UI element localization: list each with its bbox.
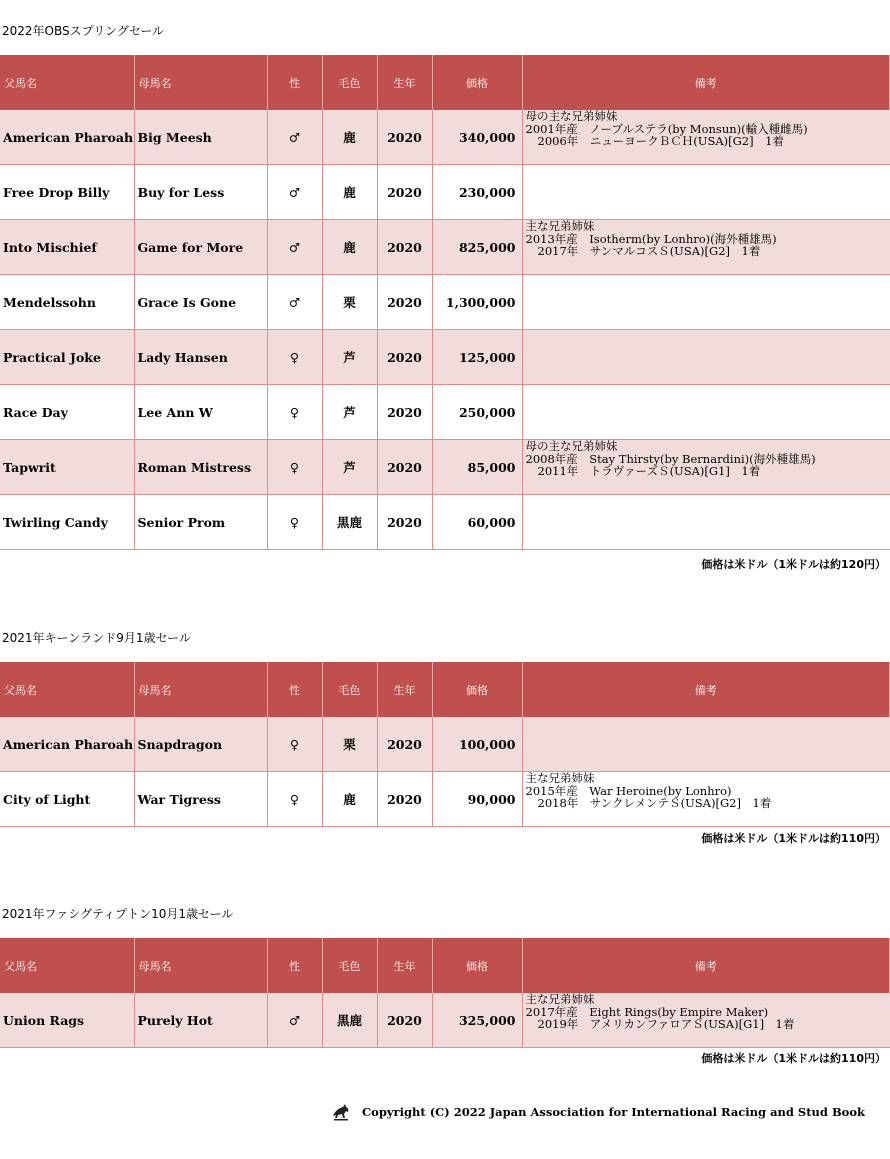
table-row	[0, 495, 890, 550]
sex-cell: ♀	[267, 717, 322, 772]
price-cell: 340,000	[432, 110, 522, 165]
table-header	[0, 938, 890, 993]
sire-cell: Free Drop Billy	[0, 165, 134, 220]
sire-cell: Union Rags	[0, 993, 134, 1048]
notes-cell	[522, 385, 890, 440]
note-line: 主な兄弟姉妹	[525, 992, 595, 1006]
sale-table	[0, 55, 890, 550]
table-row	[0, 440, 890, 495]
coat-color-cell: 芦	[322, 330, 377, 385]
sex-cell: ♀	[267, 330, 322, 385]
note-line: 主な兄弟姉妹	[525, 771, 595, 785]
header-price: 価格	[432, 662, 522, 717]
dam-cell: War Tigress	[134, 772, 267, 827]
price-cell: 825,000	[432, 220, 522, 275]
dam-cell: Grace Is Gone	[134, 275, 267, 330]
note-line: 2008年産 Stay Thirsty(by Bernardini)(海外種雄馬)	[525, 451, 816, 466]
section-title: 2021年ファシグティプトン10月1歳セール	[2, 907, 234, 921]
sale-table	[0, 938, 890, 1048]
sire-cell: Practical Joke	[0, 330, 134, 385]
header-sire: 父馬名	[0, 55, 134, 110]
header-sex: 性	[267, 938, 322, 993]
table-row	[0, 330, 890, 385]
sire-cell: Mendelssohn	[0, 275, 134, 330]
table-header	[0, 662, 890, 717]
header-sex: 性	[267, 662, 322, 717]
coat-color-cell: 芦	[322, 440, 377, 495]
dam-cell: Senior Prom	[134, 495, 267, 550]
header-color: 毛色	[322, 55, 377, 110]
sex-cell: ♂	[267, 165, 322, 220]
coat-color-cell: 鹿	[322, 165, 377, 220]
birth-year-cell: 2020	[377, 717, 432, 772]
header-price: 価格	[432, 55, 522, 110]
coat-color-cell: 栗	[322, 717, 377, 772]
note-line: 母の主な兄弟姉妹	[525, 439, 618, 453]
table-row	[0, 220, 890, 275]
note-line: 2017年産 Eight Rings(by Empire Maker)	[525, 1004, 769, 1019]
header-price: 価格	[432, 938, 522, 993]
sire-cell: Into Mischief	[0, 220, 134, 275]
note-line: 2019年 アメリカンファロアＳ(USA)[G1] 1着	[537, 1017, 795, 1031]
birth-year-cell: 2020	[377, 110, 432, 165]
birth-year-cell: 2020	[377, 330, 432, 385]
copyright-text: Copyright (C) 2022 Japan Association for International Racing and Stud Book	[362, 1105, 865, 1119]
notes-cell	[522, 717, 890, 772]
price-cell: 230,000	[432, 165, 522, 220]
sex-cell: ♂	[267, 275, 322, 330]
notes-cell	[522, 275, 890, 330]
price-cell: 85,000	[432, 440, 522, 495]
sire-cell: Race Day	[0, 385, 134, 440]
note-line: 主な兄弟姉妹	[525, 219, 595, 233]
table-row	[0, 772, 890, 827]
price-cell: 325,000	[432, 993, 522, 1048]
dam-cell: Game for More	[134, 220, 267, 275]
price-cell: 125,000	[432, 330, 522, 385]
birth-year-cell: 2020	[377, 440, 432, 495]
note-line: 2006年 ニューヨークＢＣＨ(USA)[G2] 1着	[537, 134, 784, 148]
dam-cell: Snapdragon	[134, 717, 267, 772]
dam-cell: Lee Ann W	[134, 385, 267, 440]
price-cell: 100,000	[432, 717, 522, 772]
table-header	[0, 55, 890, 110]
sire-cell: American Pharoah	[0, 110, 134, 165]
notes-cell	[522, 772, 890, 827]
dam-cell: Roman Mistress	[134, 440, 267, 495]
coat-color-cell: 鹿	[322, 772, 377, 827]
table-row	[0, 385, 890, 440]
sex-cell: ♀	[267, 440, 322, 495]
sex-cell: ♀	[267, 495, 322, 550]
dam-cell: Lady Hansen	[134, 330, 267, 385]
note-line: 2011年 トラヴァーズＳ(USA)[G1] 1着	[537, 464, 761, 478]
note-line: 2001年産 ノーブルステラ(by Monsun)(輸入種雌馬)	[525, 121, 808, 136]
price-note: 価格は米ドル（1米ドルは約110円）	[701, 832, 886, 845]
coat-color-cell: 栗	[322, 275, 377, 330]
note-line: 2015年産 War Heroine(by Lonhro)	[525, 783, 732, 798]
table-row	[0, 993, 890, 1048]
price-cell: 90,000	[432, 772, 522, 827]
notes-cell	[522, 165, 890, 220]
header-color: 毛色	[322, 938, 377, 993]
copyright-footer	[330, 1101, 865, 1123]
sex-cell: ♀	[267, 385, 322, 440]
header-dam: 母馬名	[134, 938, 267, 993]
sire-cell: Twirling Candy	[0, 495, 134, 550]
birth-year-cell: 2020	[377, 495, 432, 550]
sire-cell: Tapwrit	[0, 440, 134, 495]
jairs-horse-logo-icon	[330, 1101, 352, 1123]
header-sex: 性	[267, 55, 322, 110]
sex-cell: ♂	[267, 220, 322, 275]
sex-cell: ♀	[267, 772, 322, 827]
birth-year-cell: 2020	[377, 993, 432, 1048]
notes-cell	[522, 440, 890, 495]
header-color: 毛色	[322, 662, 377, 717]
note-line: 2018年 サンクレメンテＳ(USA)[G2] 1着	[537, 796, 772, 810]
notes-cell	[522, 495, 890, 550]
birth-year-cell: 2020	[377, 772, 432, 827]
header-dam: 母馬名	[134, 55, 267, 110]
header-sire: 父馬名	[0, 662, 134, 717]
header-year: 生年	[377, 662, 432, 717]
price-cell: 60,000	[432, 495, 522, 550]
birth-year-cell: 2020	[377, 385, 432, 440]
table-row	[0, 165, 890, 220]
header-notes: 備考	[522, 938, 890, 993]
sex-cell: ♂	[267, 110, 322, 165]
sire-cell: American Pharoah	[0, 717, 134, 772]
notes-cell	[522, 220, 890, 275]
birth-year-cell: 2020	[377, 220, 432, 275]
dam-cell: Big Meesh	[134, 110, 267, 165]
price-note: 価格は米ドル（1米ドルは約110円）	[701, 1052, 886, 1065]
price-note: 価格は米ドル（1米ドルは約120円）	[701, 558, 886, 571]
table-row	[0, 717, 890, 772]
note-line: 2013年産 Isotherm(by Lonhro)(海外種雄馬)	[525, 231, 777, 246]
dam-cell: Buy for Less	[134, 165, 267, 220]
coat-color-cell: 鹿	[322, 220, 377, 275]
table-row	[0, 110, 890, 165]
sire-cell: City of Light	[0, 772, 134, 827]
birth-year-cell: 2020	[377, 275, 432, 330]
dam-cell: Purely Hot	[134, 993, 267, 1048]
header-notes: 備考	[522, 662, 890, 717]
coat-color-cell: 黒鹿	[322, 993, 377, 1048]
notes-cell	[522, 110, 890, 165]
header-sire: 父馬名	[0, 938, 134, 993]
note-line: 2017年 サンマルコスＳ(USA)[G2] 1着	[537, 244, 761, 258]
note-line: 母の主な兄弟姉妹	[525, 109, 618, 123]
section-title: 2021年キーンランド9月1歳セール	[2, 631, 191, 645]
coat-color-cell: 黒鹿	[322, 495, 377, 550]
header-year: 生年	[377, 55, 432, 110]
birth-year-cell: 2020	[377, 165, 432, 220]
header-year: 生年	[377, 938, 432, 993]
price-cell: 250,000	[432, 385, 522, 440]
table-row	[0, 275, 890, 330]
notes-cell	[522, 330, 890, 385]
notes-cell	[522, 993, 890, 1048]
coat-color-cell: 鹿	[322, 110, 377, 165]
sex-cell: ♂	[267, 993, 322, 1048]
section-title: 2022年OBSスプリングセール	[2, 24, 165, 38]
sale-table	[0, 662, 890, 827]
header-notes: 備考	[522, 55, 890, 110]
header-dam: 母馬名	[134, 662, 267, 717]
price-cell: 1,300,000	[432, 275, 522, 330]
coat-color-cell: 芦	[322, 385, 377, 440]
